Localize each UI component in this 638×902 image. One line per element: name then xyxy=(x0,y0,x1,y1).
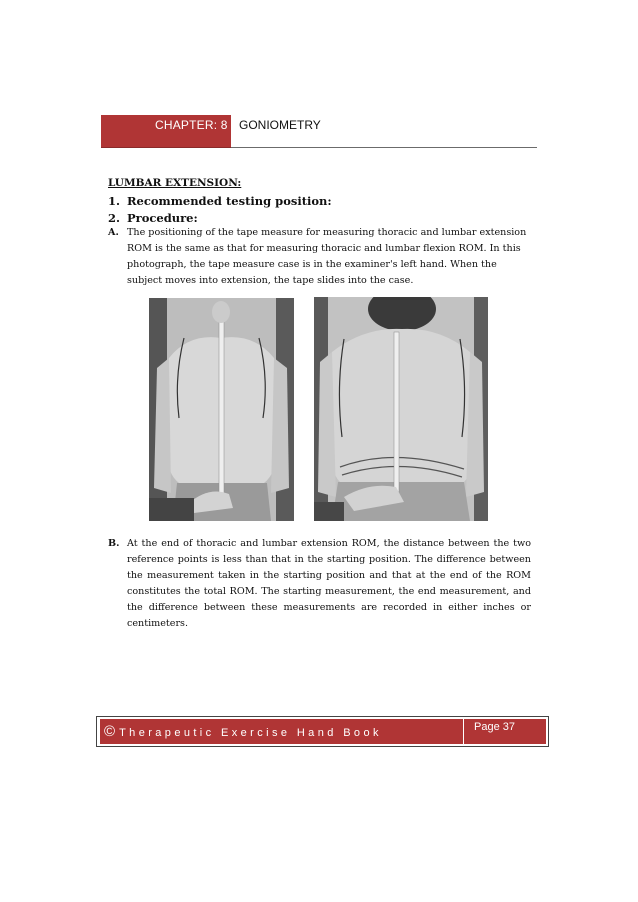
footer-book-title xyxy=(104,723,382,740)
photo-end-position xyxy=(314,297,488,521)
step-label: Procedure: xyxy=(127,211,198,225)
step-testing-position xyxy=(108,194,332,208)
footer-divider xyxy=(463,719,464,744)
back-photo-illustration xyxy=(314,297,488,521)
paragraph-a xyxy=(108,225,531,289)
photo-starting-position xyxy=(149,298,294,521)
paragraph-letter: B. xyxy=(108,538,120,549)
page-number: Page 37 xyxy=(474,721,515,733)
chapter-label: CHAPTER: 8 xyxy=(155,118,228,132)
paragraph-text: The positioning of the tape measure for measuring thoracic and lumbar extension ROM is the same as that for measuring thoracic and lumbar flexion ROM. In this photograph, the tape measure case is in the examiner's left hand. When the subject moves into extension, the tape slides into the case. xyxy=(127,227,527,286)
paragraph-letter: A. xyxy=(108,227,119,238)
paragraph-text: At the end of thoracic and lumbar extension ROM, the distance between the two reference points is less than that in the starting position. The difference between the measurement taken in the starting position and that at the end of the ROM constitutes the total ROM. The starting measurement, the end measurement, and the difference between these measurements are recorded in either inches or centimeters. xyxy=(127,538,531,629)
step-number: 2. xyxy=(108,211,121,225)
copyright-symbol: © xyxy=(104,723,120,740)
step-number: 1. xyxy=(108,194,121,208)
step-procedure xyxy=(108,211,198,225)
step-label: Recommended testing position: xyxy=(127,194,332,208)
chapter-title: GONIOMETRY xyxy=(239,118,321,132)
header-divider xyxy=(231,147,537,148)
back-photo-illustration xyxy=(149,298,294,521)
section-heading: LUMBAR EXTENSION: xyxy=(108,177,242,189)
book-title: Therapeutic Exercise Hand Book xyxy=(119,727,382,739)
header-divider-left xyxy=(101,147,231,148)
paragraph-b xyxy=(108,536,531,632)
